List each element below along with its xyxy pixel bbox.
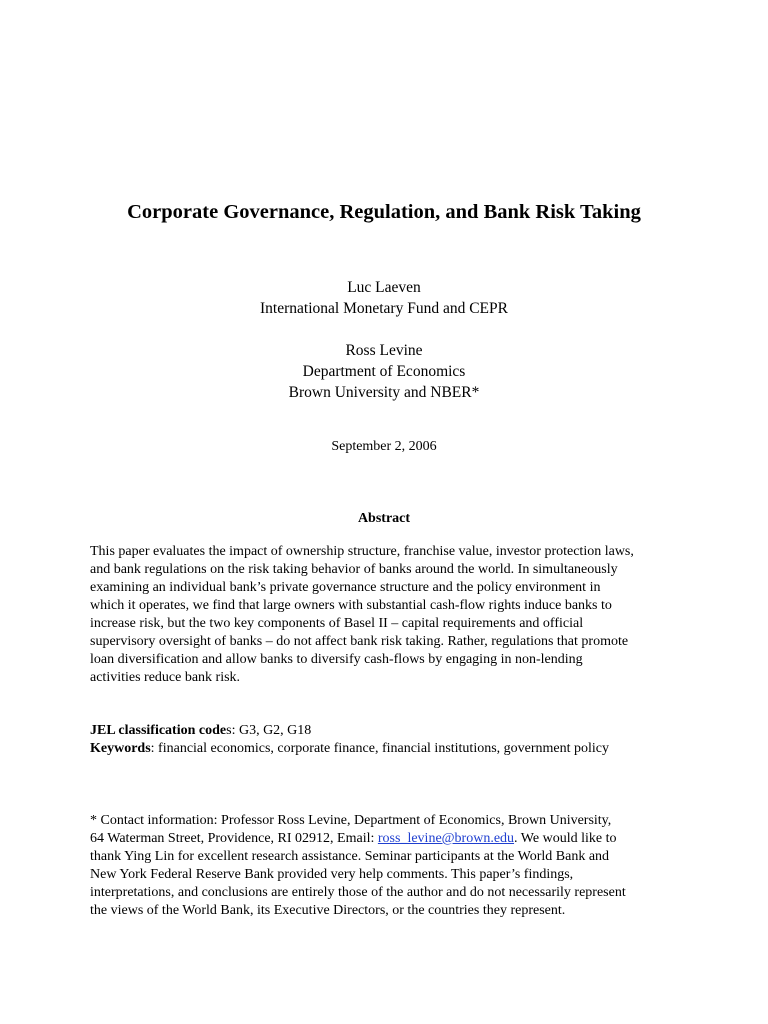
jel-values: s: G3, G2, G18: [226, 723, 312, 738]
classification-block: [90, 722, 690, 758]
abstract-line: increase risk, but the two key components of Basel II – capital requirements and official: [90, 616, 584, 631]
abstract-line: which it operates, we find that large owners with substantial cash-flow rights induce banks to: [90, 598, 612, 613]
jel-codes: [90, 722, 690, 740]
paper-date: September 2, 2006: [331, 439, 437, 454]
contact-address: 64 Waterman Street, Providence, RI 02912, Email:: [90, 831, 378, 846]
email-link[interactable]: ross_levine@brown.edu: [377, 831, 515, 846]
contact-line: interpretations, and conclusions are entirely those of the author and do not necessarily represent: [90, 885, 626, 900]
jel-label: JEL classification code: [90, 723, 227, 738]
author-affiliation: Brown University and NBER*: [288, 384, 480, 401]
abstract-line: loan diversification and allow banks to diversify cash-flows by engaging in non-lending: [90, 652, 583, 667]
abstract-body: [90, 543, 690, 687]
abstract-line: and bank regulations on the risk taking behavior of banks around the world. In simultaneously: [90, 562, 618, 577]
author-block-levine: [0, 340, 768, 403]
contact-text: . We would like to: [514, 831, 617, 846]
abstract-line: examining an individual bank’s private governance structure and the policy environment in: [90, 580, 601, 595]
abstract-line: activities reduce bank risk.: [90, 670, 241, 685]
author-affiliation: Department of Economics: [302, 363, 466, 380]
contact-line: [90, 830, 690, 848]
keywords-values: : financial economics, corporate finance, financial institutions, government policy: [150, 741, 610, 756]
contact-footnote: [90, 812, 690, 920]
author-name: Ross Levine: [345, 342, 423, 359]
paper-title: Corporate Governance, Regulation, and Bank Risk Taking: [127, 201, 641, 223]
contact-line: thank Ying Lin for excellent research assistance. Seminar participants at the World Bank and: [90, 849, 610, 864]
author-block-laeven: [0, 277, 768, 319]
abstract-line: supervisory oversight of banks – do not affect bank risk taking. Rather, regulations that promote: [90, 634, 629, 649]
keywords-label: Keywords: [90, 741, 151, 756]
contact-line: New York Federal Reserve Bank provided very help comments. This paper’s findings,: [90, 867, 574, 882]
contact-line: the views of the World Bank, its Executive Directors, or the countries they represent.: [90, 903, 566, 918]
contact-line: * Contact information: Professor Ross Levine, Department of Economics, Brown University,: [90, 813, 612, 828]
author-name: Luc Laeven: [347, 279, 421, 296]
abstract-heading: Abstract: [357, 511, 411, 526]
author-affiliation: International Monetary Fund and CEPR: [260, 300, 508, 317]
abstract-line: This paper evaluates the impact of ownership structure, franchise value, investor protection laws,: [90, 544, 634, 559]
keywords: [90, 740, 690, 758]
